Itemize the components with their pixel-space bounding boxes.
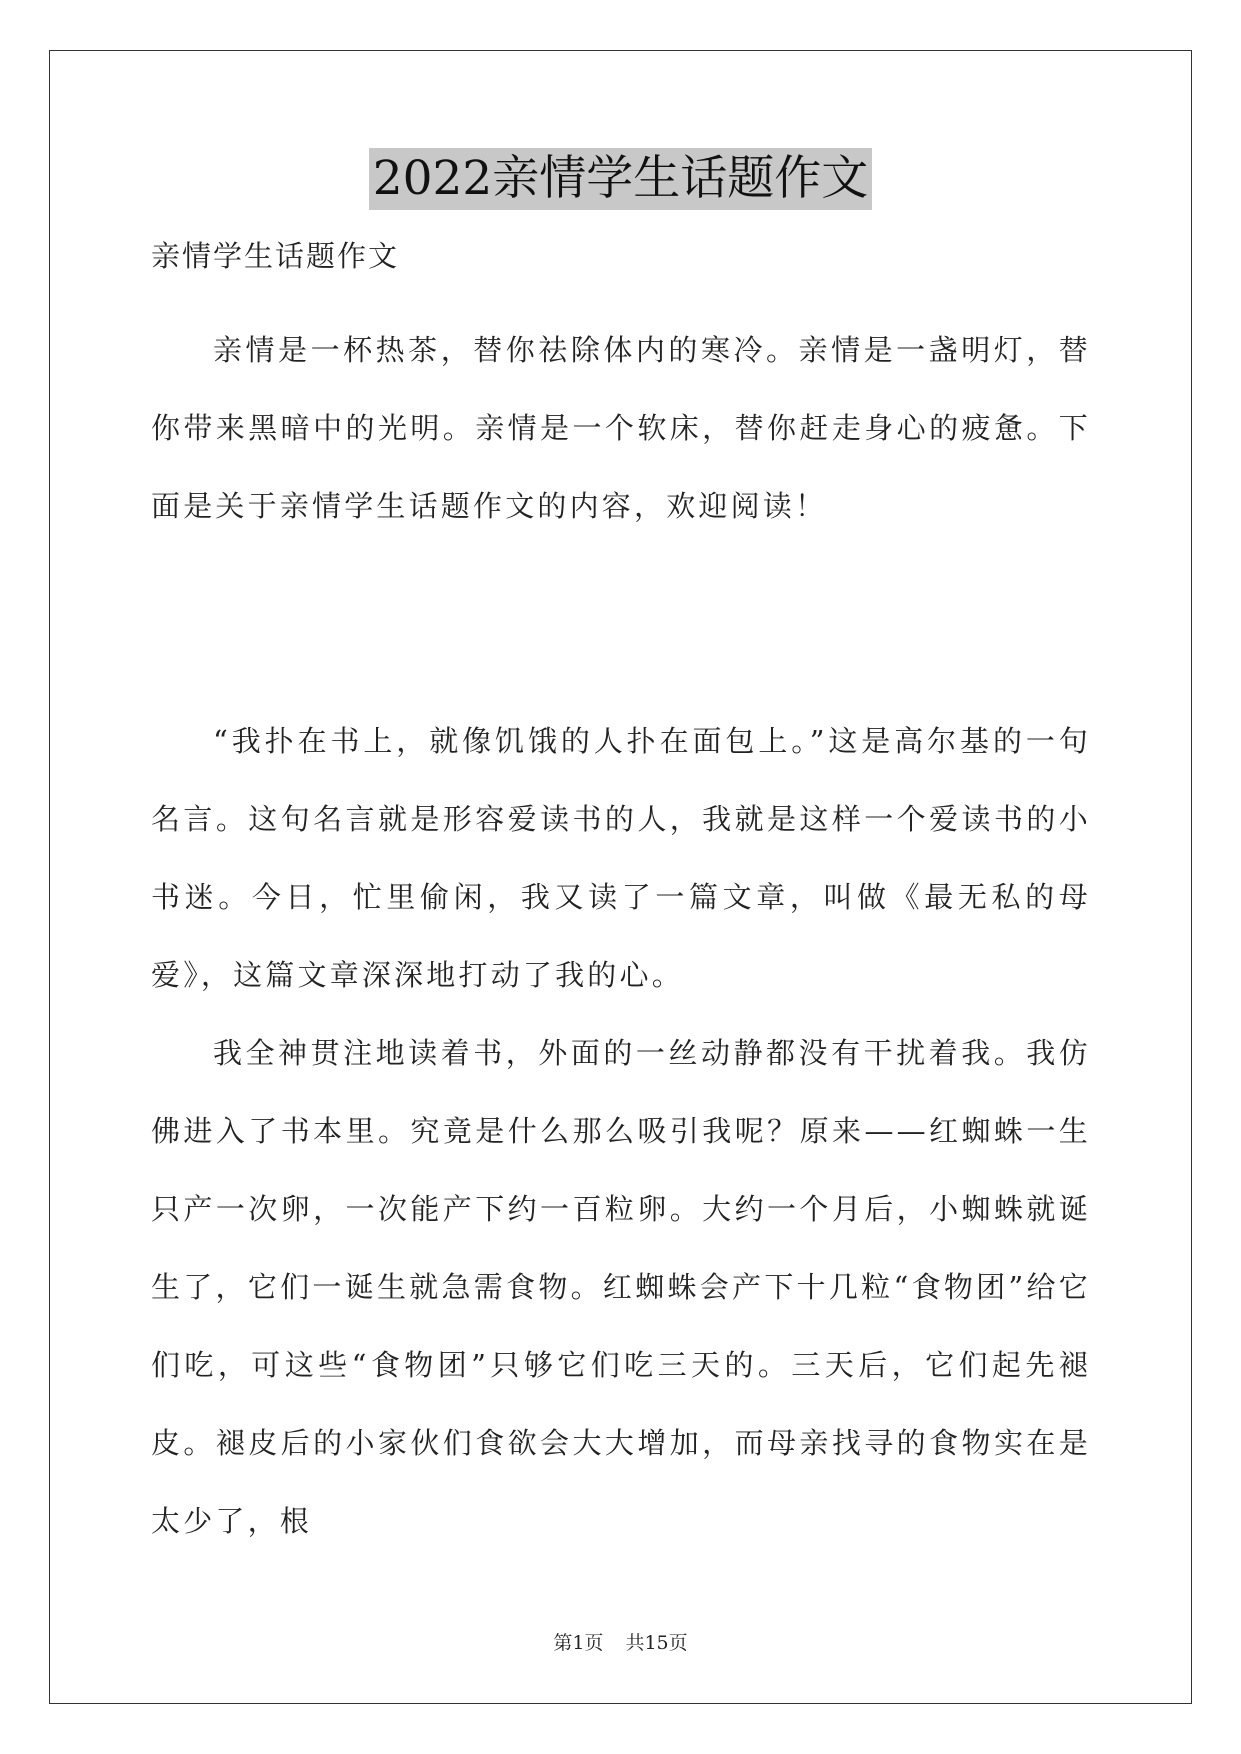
blank-gap bbox=[151, 545, 1091, 702]
document-subtitle: 亲情学生话题作文 bbox=[151, 239, 400, 273]
document-body bbox=[151, 236, 1091, 1560]
paragraph-body-1: “我扑在书上，就像饥饿的人扑在面包上。”这是高尔基的一句名言。这句名言就是形容爱读书的人，我就是这样一个爱读书的小书迷。今日，忙里偷闲，我又读了一篇文章，叫做《最无私的母爱》，这篇文章深深地打动了我的心。 bbox=[151, 724, 1091, 992]
title-container bbox=[0, 148, 1241, 210]
paragraph-intro: 亲情是一杯热茶，替你祛除体内的寒冷。亲情是一盏明灯，替你带来黑暗中的光明。亲情是一个软床，替你赶走身心的疲惫。下面是关于亲情学生话题作文的内容，欢迎阅读！ bbox=[151, 333, 1091, 523]
page-number: 第1页 bbox=[553, 1632, 604, 1654]
document-title: 2022亲情学生话题作文 bbox=[369, 148, 873, 210]
page-total: 共15页 bbox=[625, 1632, 688, 1654]
paragraph-body-2: 我全神贯注地读着书，外面的一丝动静都没有干扰着我。我仿佛进入了书本里。究竟是什么那么吸引我呢？原来——红蜘蛛一生只产一次卵，一次能产下约一百粒卵。大约一个月后，小蜘蛛就诞生了，它们一诞生就急需食物。红蜘蛛会产下十几粒“食物团”给它们吃，可这些“食物团”只够它们吃三天的。三天后，它们起先褪皮。褪皮后的小家伙们食欲会大大增加，而母亲找寻的食物实在是太少了，根 bbox=[151, 1036, 1091, 1538]
page-footer bbox=[0, 1628, 1241, 1655]
